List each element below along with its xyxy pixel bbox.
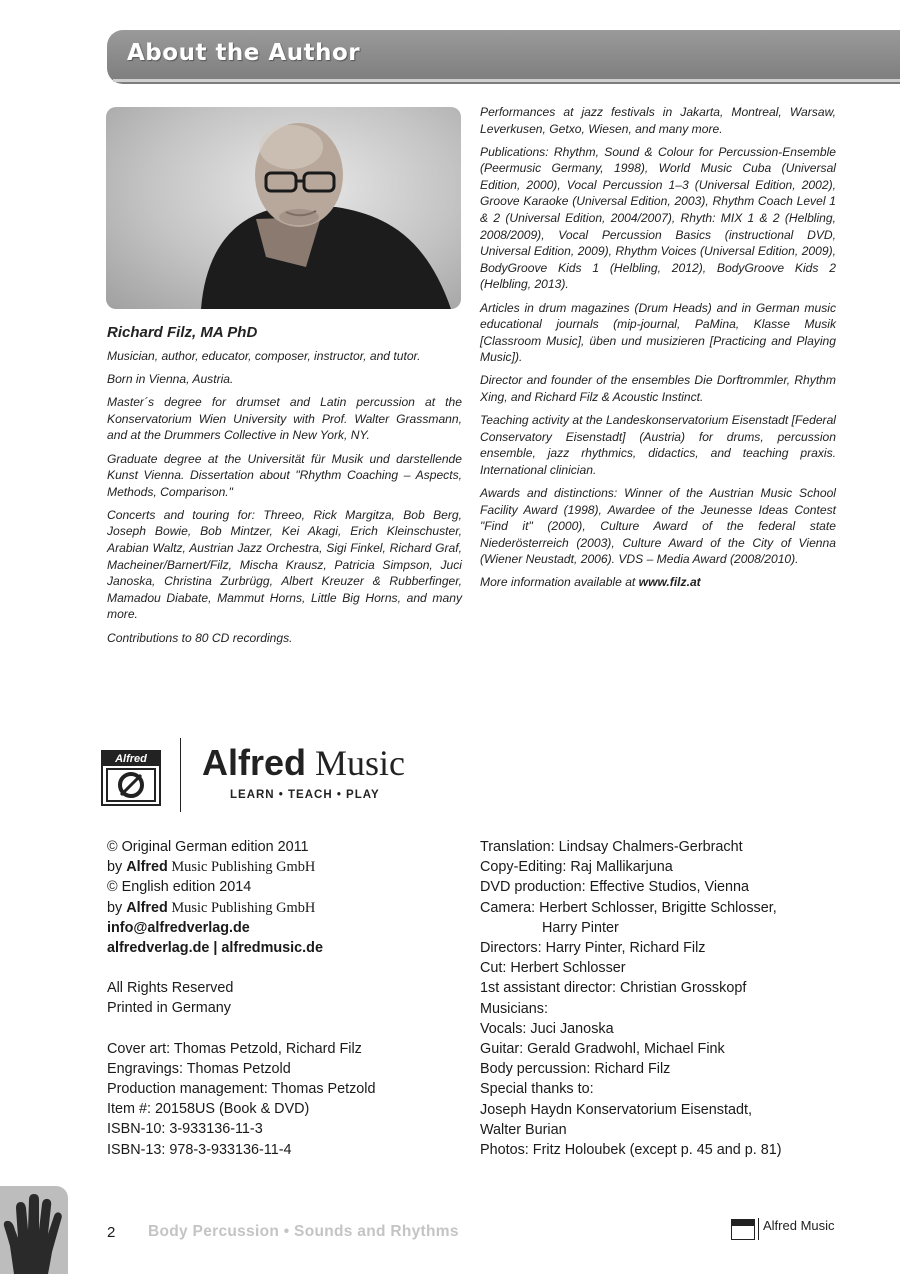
more-info-text: More information available at [480, 575, 639, 590]
page-number: 2 [107, 1224, 116, 1241]
credit-line: Photos: Fritz Holoubek (except p. 45 and p. 81) [480, 1142, 782, 1159]
credit-line: Joseph Haydn Konservatorium Eisenstadt, [480, 1101, 752, 1118]
section-header-bar [107, 30, 900, 84]
bio-paragraph: Articles in drum magazines (Drum Heads) and in German music educational journals (mip-journal, PaMina, Klasse Musik [Classroom Music], üben und musizieren [Practicing and Playing Music]). [480, 300, 836, 365]
credit-line: Camera: Herbert Schlosser, Brigitte Schlosser, [480, 899, 777, 916]
credit-line: DVD production: Effective Studios, Vienna [480, 879, 750, 896]
bio-paragraph: Contributions to 80 CD recordings. [107, 630, 293, 645]
imprint-line: ISBN-13: 978-3-933136-11-4 [107, 1141, 292, 1158]
alfred-bold: Alfred [126, 859, 168, 876]
alfred-logo-mark [101, 750, 161, 806]
hand-icon [0, 1186, 68, 1274]
publishing-text: Music Publishing GmbH [167, 899, 316, 916]
imprint-line: Engravings: Thomas Petzold [107, 1060, 291, 1077]
bio-paragraph: Performances at jazz festivals in Jakarta, Montreal, Warsaw, Leverkusen, Getxo, Wiesen, and many more. [480, 105, 836, 136]
credit-line: Vocals: Juci Janoska [480, 1020, 614, 1037]
imprint-line: © English edition 2014 [107, 879, 252, 896]
bio-paragraph: Publications: Rhythm, Sound & Colour for Percussion-Ensemble (Peermusic Germany, 1998), World Music Cuba (Universal Edition, 2000), Vocal Percussion 1–3 (Universal Edition, 2002), Groove Karaoke (Universal Edition, 2003), Rhythm Coach Level 1 & 2 (Universal Edition, 2004/2007), Rhyth: MIX 1 & 2 (Helbling, 2008/2009), Vocal Percussion Basics (instructional DVD, Universal Edition, 2009), Rhythm Voices (Universal Edition, 2009), BodyGroove Kids 1 (Helbling, 2012), BodyGroove Kids 2 (Helbling, 2013). [480, 144, 836, 292]
website-link[interactable]: www.filz.at [638, 575, 701, 590]
logo-box-label: Alfred [103, 752, 159, 766]
author-name: Richard Filz, MA PhD [107, 324, 258, 341]
bio-paragraph: Musician, author, educator, composer, instructor, and tutor. [107, 349, 421, 364]
credit-line: Cut: Herbert Schlosser [480, 960, 626, 977]
credit-line: Walter Burian [480, 1121, 567, 1138]
credit-line: Special thanks to: [480, 1081, 594, 1098]
logo-divider [180, 738, 181, 812]
credit-line: Body percussion: Richard Filz [480, 1061, 671, 1078]
hand-tab [0, 1186, 68, 1274]
by-text: by [107, 899, 127, 916]
imprint-line: ISBN-10: 3-933136-11-3 [107, 1121, 263, 1138]
author-photo [106, 107, 461, 309]
brand-rest: Music [306, 743, 406, 783]
logo-emblem-icon [105, 767, 157, 803]
bio-paragraph: Born in Vienna, Austria. [107, 372, 234, 387]
imprint-line: Production management: Thomas Petzold [107, 1081, 376, 1098]
brand-tagline: LEARN • TEACH • PLAY [230, 789, 380, 801]
bio-paragraph: Director and founder of the ensembles Die Dorftrommler, Rhythm Xing, and Richard Filz & Acoustic Instinct. [480, 373, 836, 404]
imprint-line: Cover art: Thomas Petzold, Richard Filz [107, 1040, 362, 1057]
credit-line: Guitar: Gerald Gradwohl, Michael Fink [480, 1041, 725, 1058]
alfred-bold: Alfred [126, 899, 168, 916]
by-text: by [107, 859, 127, 876]
publishing-text: Music Publishing GmbH [167, 859, 316, 876]
imprint-left-column [107, 837, 376, 1160]
credit-line: Translation: Lindsay Chalmers-Gerbracht [480, 839, 743, 855]
brand-bold: Alfred [202, 742, 307, 783]
bio-paragraph: Master´s degree for drumset and Latin percussion at the Konservatorium Wien University with Prof. Walter Grassmann, and at the Drummers Collective in New York, NY. [107, 395, 462, 443]
footer-logo-divider [758, 1218, 759, 1240]
credit-line: Harry Pinter [542, 919, 619, 936]
credit-line: 1st assistant director: Christian Grosskopf [480, 980, 747, 997]
bio-paragraph: Teaching activity at the Landeskonservatorium Eisenstadt [Federal Conservatory Eisenstadt] (Austria) for drums, percussion ensemble, jazz rhythmics, didactics, and teaching praxis. International clinician. [480, 413, 836, 477]
imprint-line: All Rights Reserved [107, 980, 234, 997]
credit-line: Copy-Editing: Raj Mallikarjuna [480, 859, 673, 876]
footer-logo-text: Alfred Music [763, 1218, 835, 1233]
websites-links[interactable]: alfredverlag.de | alfredmusic.de [107, 940, 323, 957]
alfred-music-wordmark [202, 742, 405, 784]
credit-line: Musicians: [480, 1000, 548, 1017]
email-link[interactable]: info@alfredverlag.de [107, 919, 250, 936]
imprint-line [107, 898, 376, 918]
bio-paragraph: Concerts and touring for: Threeo, Rick Margitza, Bob Berg, Joseph Bowie, Bob Mintzer, Kei Akagi, Erich Kleinschuster, Arabian Waltz, Austrian Jazz Orchestra, Sigi Finkel, Richard Graf, Macheiner/Barnert/Filz, Mischa Krausz, Patricia Simpson, Juci Janoska, Christina Zurbrügg, Albert Kreuzer & Rubberfinger, Mamadou Diabate, Mammut Horns, Little Big Horns, and many more. [107, 507, 462, 622]
footer-logo [731, 1218, 837, 1240]
author-portrait-illustration [106, 107, 461, 309]
more-info-line [480, 574, 836, 591]
footer-logo-mark-icon [731, 1219, 755, 1240]
imprint-right-column [480, 837, 782, 1160]
imprint-line: Item #: 20158US (Book & DVD) [107, 1101, 310, 1118]
author-bio-left-column [107, 325, 462, 653]
bio-paragraph: Awards and distinctions: Winner of the Austrian Music School Facility Award (1998), Awardee of the Jeunesse Ideas Contest "Find it" (2000), Culture Award of the federal state Niederösterreich (2003), Culture Award of the City of Vienna (Wiener Neustadt, 2006). VDS – Media Award (2008/2010). [480, 485, 836, 567]
running-title: Body Percussion • Sounds and Rhythms [148, 1223, 459, 1240]
section-title: About the Author [127, 40, 361, 66]
bio-paragraph: Graduate degree at the Universität für Musik und darstellende Kunst Vienna. Dissertation about "Rhythm Coaching – Aspects, Methods, Comparison." [107, 451, 462, 499]
imprint-line [107, 857, 376, 877]
credit-line: Directors: Harry Pinter, Richard Filz [480, 940, 706, 957]
imprint-line: Printed in Germany [107, 1000, 231, 1017]
author-bio-right-column [480, 104, 836, 598]
imprint-line: © Original German edition 2011 [107, 839, 309, 855]
